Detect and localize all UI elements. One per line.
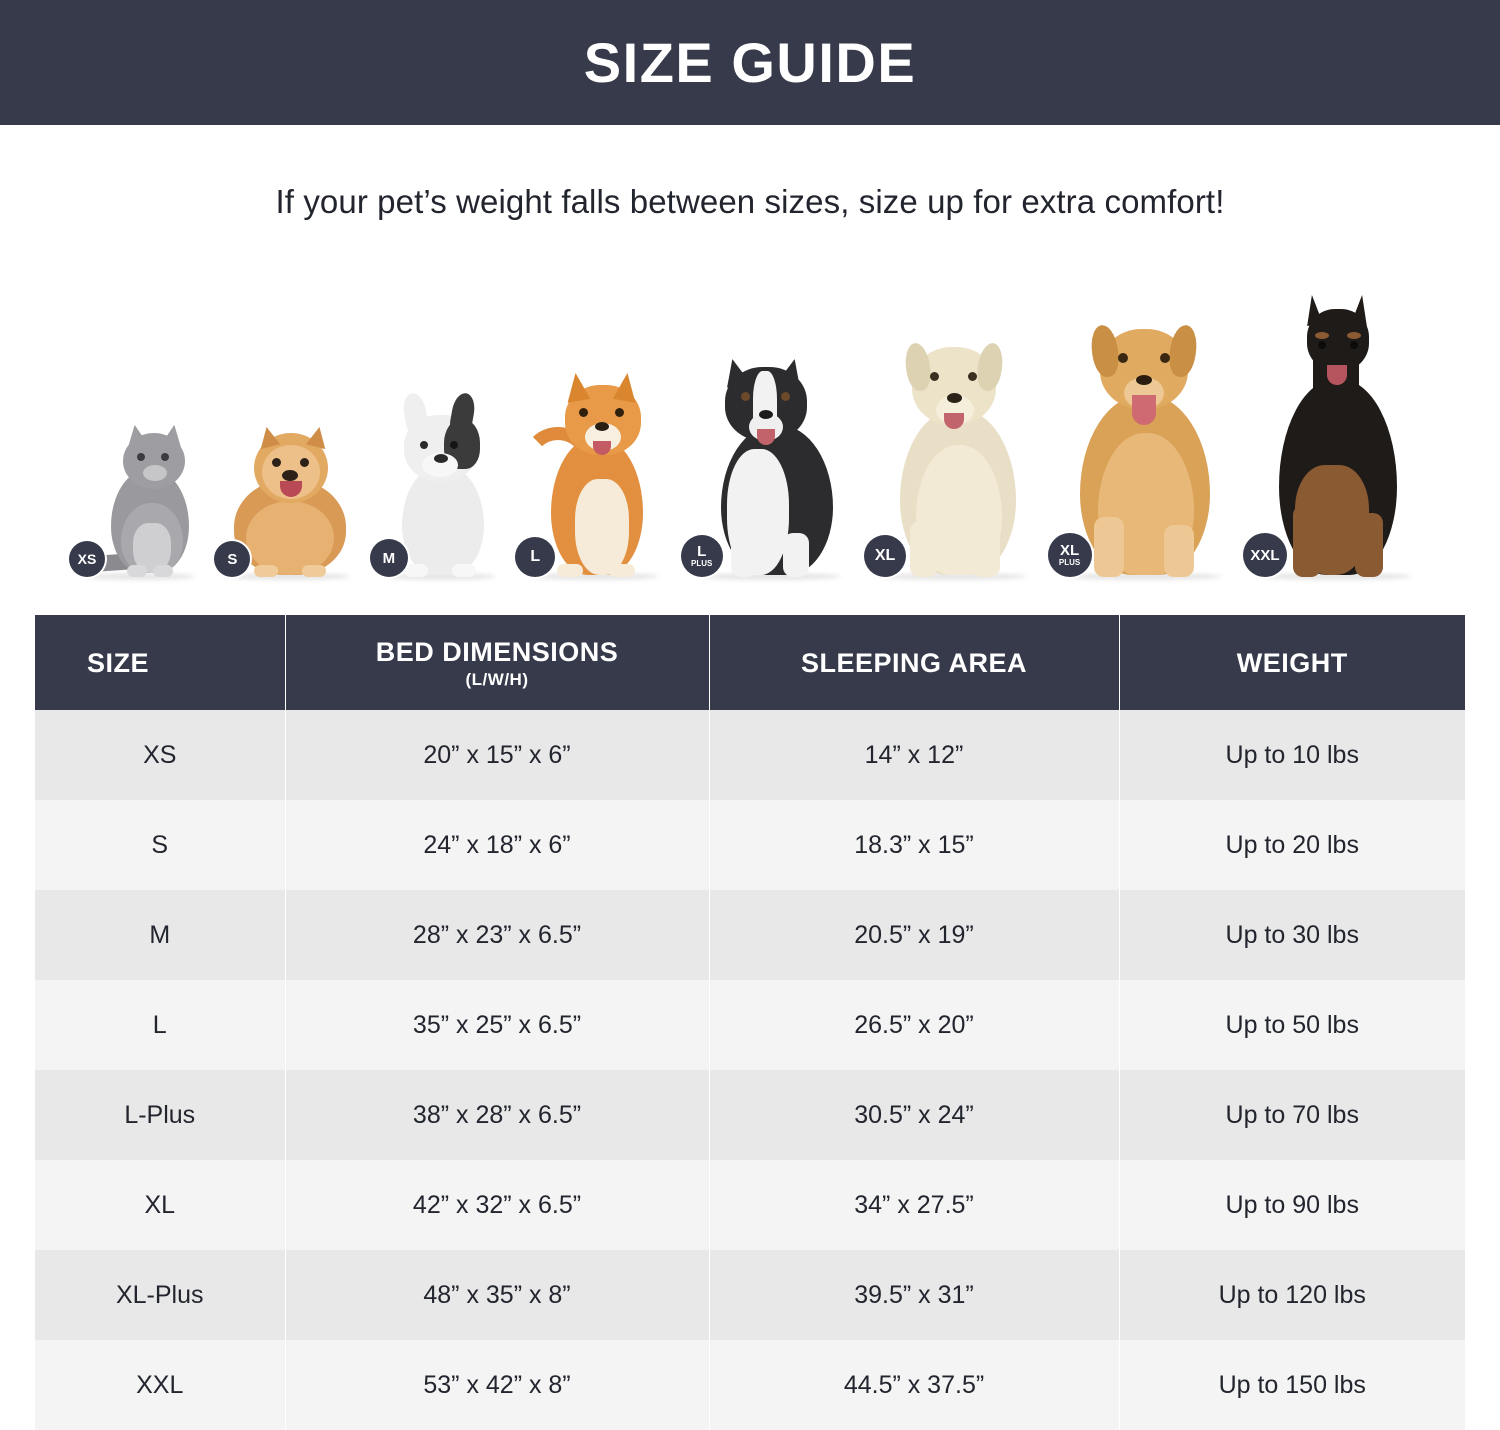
cell-dimensions: 24” x 18” x 6”: [285, 800, 709, 890]
column-header-bed-dimensions-sublabel: (L/W/H): [465, 670, 529, 689]
cell-sleeping-area: 34” x 27.5”: [709, 1160, 1119, 1250]
cell-dimensions: 42” x 32” x 6.5”: [285, 1160, 709, 1250]
cell-weight: Up to 70 lbs: [1225, 1100, 1359, 1129]
table-row: [35, 1070, 1465, 1160]
cell-weight: Up to 30 lbs: [1225, 920, 1359, 949]
size-badge-label: M: [382, 549, 396, 567]
cell-size: XS: [35, 710, 285, 800]
cell-weight: Up to 120 lbs: [1218, 1280, 1366, 1309]
cell-weight: Up to 50 lbs: [1225, 1010, 1359, 1039]
cell-size: XL: [35, 1160, 285, 1250]
cell-dimensions: 35” x 25” x 6.5”: [285, 980, 709, 1070]
cell-dimensions: 48” x 35” x 8”: [285, 1250, 709, 1340]
pet-illustration-s: [220, 409, 360, 577]
column-header-size-label: SIZE: [87, 648, 150, 678]
pet-illustration-m: [376, 389, 506, 577]
size-badge-label: L: [697, 543, 707, 560]
cell-weight: Up to 10 lbs: [1225, 740, 1359, 769]
pet-illustration-xs: [75, 427, 205, 577]
cell-sleeping-area: 20.5” x 19”: [709, 890, 1119, 980]
column-header-bed-dimensions-label: BED DIMENSIONS: [375, 637, 619, 667]
size-badge-label: S: [227, 550, 238, 568]
column-header-weight: [1119, 615, 1465, 710]
size-badge-sublabel: PLUS: [1058, 558, 1081, 567]
pet-illustration-xxl: [1249, 293, 1425, 577]
size-badge-l-plus: [681, 535, 723, 577]
cell-dimensions: 28” x 23” x 6.5”: [285, 890, 709, 980]
column-header-sleeping-area: [709, 615, 1119, 710]
table-row: [35, 710, 1465, 800]
doberman-figure: [1249, 293, 1425, 577]
table-row: [35, 1340, 1465, 1430]
size-badge-label: XXL: [1250, 546, 1280, 564]
cell-size: M: [35, 890, 285, 980]
size-badge-xxl: [1243, 533, 1287, 577]
size-badge-l: [515, 537, 555, 577]
page-header: [0, 0, 1500, 125]
cell-sleeping-area: 44.5” x 37.5”: [709, 1340, 1119, 1430]
table-row: [35, 800, 1465, 890]
page-title: SIZE GUIDE: [583, 30, 917, 94]
size-badge-label: XL: [1059, 542, 1080, 559]
column-header-size: [35, 615, 285, 710]
table-row: [35, 1250, 1465, 1340]
cell-dimensions: 53” x 42” x 8”: [285, 1340, 709, 1430]
size-badge-label: XS: [77, 551, 97, 567]
cell-size: L-Plus: [35, 1070, 285, 1160]
cell-weight: Up to 20 lbs: [1225, 830, 1359, 859]
size-badge-sublabel: PLUS: [691, 559, 713, 568]
column-header-sleeping-area-label: SLEEPING AREA: [800, 648, 1028, 678]
size-badge-label: XL: [874, 547, 896, 564]
cell-weight: Up to 150 lbs: [1218, 1370, 1366, 1399]
cell-dimensions: 38” x 28” x 6.5”: [285, 1070, 709, 1160]
table-row: [35, 980, 1465, 1070]
pet-illustration-l: [521, 349, 671, 577]
size-badge-label: L: [530, 548, 541, 565]
cell-sleeping-area: 39.5” x 31”: [709, 1250, 1119, 1340]
cell-sleeping-area: 30.5” x 24”: [709, 1070, 1119, 1160]
column-header-bed-dimensions: [285, 615, 709, 710]
subtitle-text: If your pet’s weight falls between sizes, size up for extra comfort!: [275, 183, 1225, 220]
cell-size: XL-Plus: [35, 1250, 285, 1340]
cell-weight: Up to 90 lbs: [1225, 1190, 1359, 1219]
cell-sleeping-area: 18.3” x 15”: [709, 800, 1119, 890]
table-row: [35, 890, 1465, 980]
cell-size: L: [35, 980, 285, 1070]
pet-illustration-l-plus: [687, 337, 855, 577]
pet-illustration-xl: [870, 325, 1038, 577]
cell-sleeping-area: 14” x 12”: [709, 710, 1119, 800]
size-badge-m: [370, 539, 408, 577]
column-header-weight-label: WEIGHT: [1236, 648, 1348, 678]
cell-dimensions: 20” x 15” x 6”: [285, 710, 709, 800]
size-badge-xs: [69, 541, 105, 577]
subtitle-container: [0, 125, 1500, 221]
table-row: [35, 1160, 1465, 1250]
table-header-row: [35, 615, 1465, 710]
size-badge-xl: [864, 535, 906, 577]
size-table: [35, 615, 1465, 1430]
size-table-container: [35, 615, 1465, 1430]
pet-size-illustrations: [35, 277, 1465, 577]
table-body: [35, 710, 1465, 1430]
cell-sleeping-area: 26.5” x 20”: [709, 980, 1119, 1070]
table-header: [35, 615, 1465, 710]
pet-illustration-xl-plus: [1054, 309, 1234, 577]
cell-size: XXL: [35, 1340, 285, 1430]
cell-size: S: [35, 800, 285, 890]
size-badge-xl-plus: [1048, 533, 1092, 577]
